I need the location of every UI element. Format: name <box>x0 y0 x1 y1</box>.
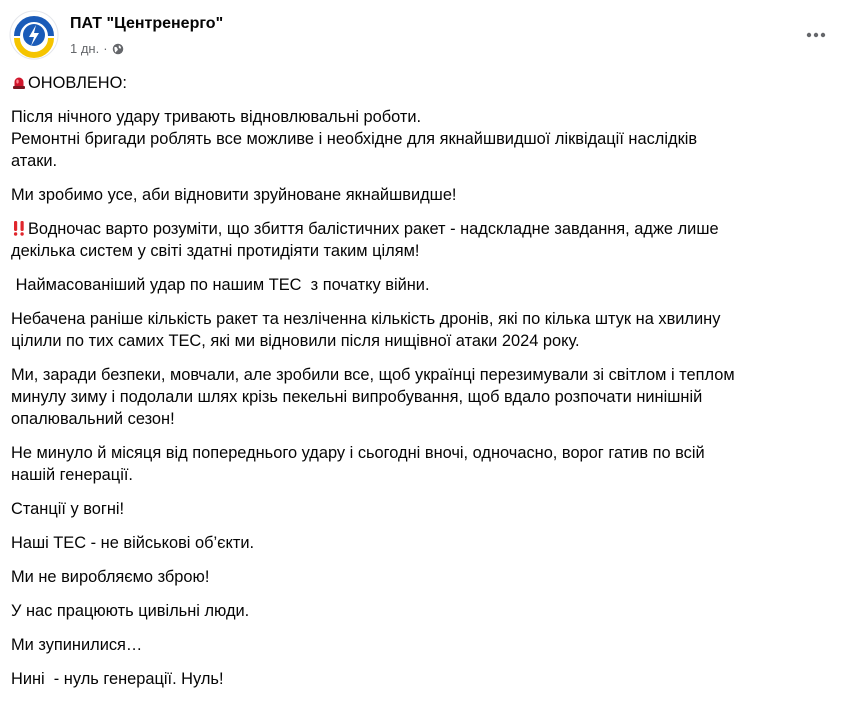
post-line: Нині - нуль генерації. Нуль! <box>11 670 224 688</box>
post-line: Небачена раніше кількість ракет та незліченна кількість дронів, які по кілька штук на хвилину <box>11 310 721 328</box>
post-paragraph <box>11 274 833 296</box>
post-line: Станції у вогні! <box>11 500 125 518</box>
post-line: нашій генерації. <box>11 466 133 484</box>
post-paragraph <box>11 532 833 554</box>
post-timestamp[interactable]: 1 дн. <box>70 41 100 56</box>
post-line: Ми не виробляємо зброю! <box>11 568 210 586</box>
globe-icon <box>112 43 124 55</box>
post-paragraph <box>11 308 833 352</box>
post-header <box>9 8 839 64</box>
post-line: Після нічного удару тривають відновлювальні роботи. <box>11 108 422 126</box>
post-paragraph <box>11 184 833 206</box>
meta-separator: · <box>103 41 108 56</box>
siren-emoji-icon <box>11 74 27 90</box>
post-line: Ми зробимо усе, аби відновити зруйноване якнайшвидше! <box>11 186 457 204</box>
post-line: декілька систем у світі здатні протидіяти таким цілям! <box>11 242 420 260</box>
post-paragraph <box>11 106 833 172</box>
post-line: Не минуло й місяця від попереднього удару і сьогодні вночі, одночасно, ворог гатив по всій <box>11 444 705 462</box>
post-line: Ми, заради безпеки, мовчали, але зробили все, щоб українці перезимували зі світлом і теплом <box>11 366 735 384</box>
post-body <box>11 72 833 702</box>
updated-paragraph <box>11 72 833 94</box>
post-paragraph <box>11 566 833 588</box>
post-paragraph <box>11 218 833 262</box>
post-meta <box>70 41 124 56</box>
post-paragraph <box>11 634 833 656</box>
post-line: атаки. <box>11 152 58 170</box>
post-line: У нас працюють цивільні люди. <box>11 602 250 620</box>
double-exclamation-emoji-icon <box>11 220 27 236</box>
post-line: опалювальний сезон! <box>11 410 175 428</box>
page-avatar[interactable] <box>9 10 59 60</box>
post-line: цілили по тих самих ТЕС, які ми відновили після нищівної атаки 2024 року. <box>11 332 580 350</box>
page-name[interactable]: ПАТ "Центренерго" <box>70 15 224 32</box>
more-options-button[interactable] <box>799 18 833 52</box>
post-paragraph <box>11 498 833 520</box>
post-line: Ми зупинилися… <box>11 636 143 654</box>
post-paragraph <box>11 600 833 622</box>
post-line: Водночас варто розуміти, що збиття балістичних ракет - надскладне завдання, адже лише <box>28 220 719 238</box>
post-line: Ремонтні бригади роблять все можливе і необхідне для якнайшвидшої ліквідації наслідків <box>11 130 698 148</box>
post-line: Наші ТЕС - не військові об’єкти. <box>11 534 255 552</box>
post-paragraph <box>11 364 833 430</box>
post-line: минулу зиму і подолали шлях крізь пекельні випробування, щоб вдало розпочати нинішній <box>11 388 703 406</box>
post-line: Наймасованіший удар по нашим ТЕС з початку війни. <box>11 276 430 294</box>
post-paragraph <box>11 442 833 486</box>
centrenergo-logo-icon <box>9 10 59 60</box>
more-options-icon <box>806 32 826 38</box>
updated-label: ОНОВЛЕНО: <box>28 74 127 92</box>
post-paragraph <box>11 668 833 690</box>
